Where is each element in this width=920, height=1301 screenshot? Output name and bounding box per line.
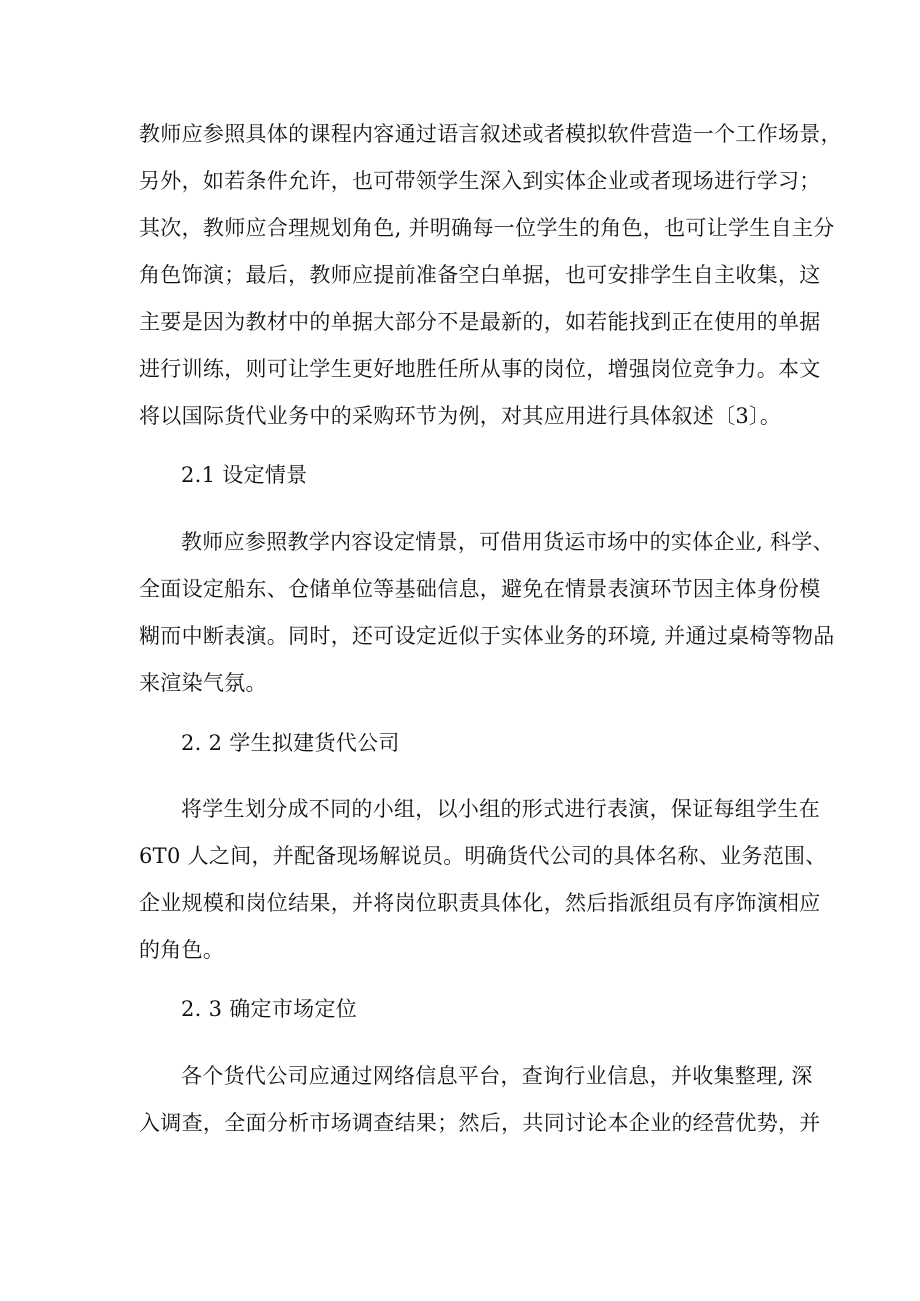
paragraph-1-line-3: 其次，教师应合理规划角色, 并明确每一位学生的角色，也可让学生自主分 xyxy=(139,216,835,240)
paragraph-2-line-2: 全面设定船东、仓储单位等基础信息，避免在情景表演环节因主体身份模 xyxy=(139,577,821,601)
paragraph-3-line-2: 6T0 人之间，并配备现场解说员。明确货代公司的具体名称、业务范围、 xyxy=(139,844,827,868)
paragraph-1-line-1: 教师应参照具体的课程内容通过语言叙述或者模拟软件营造一个工作场景， xyxy=(139,122,842,146)
paragraph-1-line-7: 将以国际货代业务中的采购环节为例，对其应用进行具体叙述〔3〕。 xyxy=(139,404,782,428)
paragraph-3-line-3: 企业规模和岗位结果，并将岗位职责具体化，然后指派组员有序饰演相应 xyxy=(139,891,821,915)
paragraph-2-line-1: 教师应参照教学内容设定情景，可借用货运市场中的实体企业, 科学、 xyxy=(181,530,834,554)
paragraph-1-line-6: 进行训练，则可让学生更好地胜任所从事的岗位，增强岗位竞争力。本文 xyxy=(139,357,821,381)
paragraph-3-line-1: 将学生划分成不同的小组，以小组的形式进行表演，保证每组学生在 xyxy=(181,797,820,821)
paragraph-3-line-4: 的角色。 xyxy=(139,938,225,962)
paragraph-2-line-3: 糊而中断表演。同时，还可设定近似于实体业务的环境, 并通过桌椅等物品 xyxy=(139,624,835,648)
section-heading-2-3: 2. 3 确定市场定位 xyxy=(181,997,358,1021)
paragraph-1-line-2: 另外，如若条件允许，也可带领学生深入到实体企业或者现场进行学习； xyxy=(139,169,821,193)
section-heading-2-2: 2. 2 学生拟建货代公司 xyxy=(181,731,400,755)
paragraph-4-line-1: 各个货代公司应通过网络信息平台，查询行业信息，并收集整理, 深 xyxy=(181,1064,813,1088)
paragraph-4-line-2: 入调查，全面分析市场调查结果；然后，共同讨论本企业的经营优势，并 xyxy=(139,1111,821,1135)
paragraph-1-line-4: 角色饰演；最后，教师应提前准备空白单据，也可安排学生自主收集，这 xyxy=(139,263,821,287)
section-heading-2-1: 2.1 设定情景 xyxy=(181,463,308,487)
paragraph-2-line-4: 来渲染气氛。 xyxy=(139,671,267,695)
paragraph-1-line-5: 主要是因为教材中的单据大部分不是最新的，如若能找到正在使用的单据 xyxy=(139,310,821,334)
